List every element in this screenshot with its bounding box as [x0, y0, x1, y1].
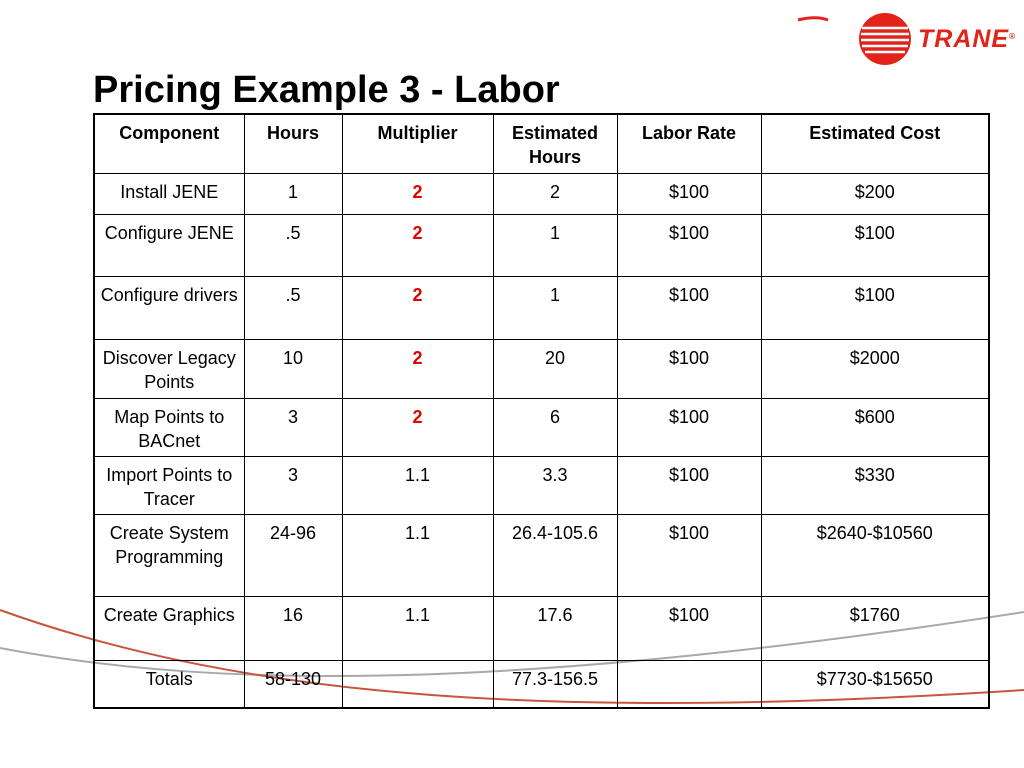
cell-labor-rate: $100 [617, 339, 761, 398]
cell-component: Configure drivers [94, 276, 244, 339]
table-row [94, 276, 989, 339]
cell-hours: .5 [244, 276, 342, 339]
header-estimated-hours: Estimated Hours [493, 114, 617, 173]
trane-logo-text: TRANE® [918, 25, 1017, 53]
table-row [94, 514, 989, 596]
cell-multiplier: 2 [342, 276, 493, 339]
cell-estimated-hours: 2 [493, 173, 617, 214]
cell-hours: 1 [244, 173, 342, 214]
cell-estimated-hours: 1 [493, 276, 617, 339]
cell-labor-rate: $100 [617, 398, 761, 456]
cell-multiplier: 1.1 [342, 514, 493, 596]
cell-hours: .5 [244, 214, 342, 276]
slide-title: Pricing Example 3 - Labor [93, 69, 560, 111]
top-red-arc [798, 18, 828, 20]
header-labor-rate: Labor Rate [617, 114, 761, 173]
cell-hours: 16 [244, 596, 342, 660]
cell-multiplier: 2 [342, 339, 493, 398]
cell-hours: 10 [244, 339, 342, 398]
cell-component: Discover Legacy Points [94, 339, 244, 398]
cell-multiplier: 2 [342, 214, 493, 276]
cell-totals-label: Totals [94, 660, 244, 708]
cell-multiplier: 2 [342, 173, 493, 214]
cell-total-estimated-hours: 77.3-156.5 [493, 660, 617, 708]
cell-component: Create Graphics [94, 596, 244, 660]
cell-labor-rate: $100 [617, 173, 761, 214]
cell-multiplier: 1.1 [342, 456, 493, 514]
cell-estimated-hours: 26.4-105.6 [493, 514, 617, 596]
cell-component: Create System Programming [94, 514, 244, 596]
table-header-row [94, 114, 989, 173]
cell-estimated-hours: 1 [493, 214, 617, 276]
cell-multiplier: 2 [342, 398, 493, 456]
cell-estimated-cost: $600 [761, 398, 989, 456]
trane-logo [858, 12, 1018, 68]
cell-estimated-cost: $2640-$10560 [761, 514, 989, 596]
cell-component: Import Points to Tracer [94, 456, 244, 514]
cell-component: Configure JENE [94, 214, 244, 276]
cell-total-multiplier [342, 660, 493, 708]
table-row [94, 398, 989, 456]
cell-labor-rate: $100 [617, 514, 761, 596]
header-hours: Hours [244, 114, 342, 173]
cell-hours: 3 [244, 398, 342, 456]
cell-labor-rate: $100 [617, 276, 761, 339]
trane-logo-mark-icon [858, 12, 912, 66]
cell-total-estimated-cost: $7730-$15650 [761, 660, 989, 708]
cell-estimated-cost: $330 [761, 456, 989, 514]
cell-component: Install JENE [94, 173, 244, 214]
cell-labor-rate: $100 [617, 456, 761, 514]
cell-estimated-cost: $2000 [761, 339, 989, 398]
cell-multiplier: 1.1 [342, 596, 493, 660]
cell-estimated-hours: 3.3 [493, 456, 617, 514]
cell-total-hours: 58-130 [244, 660, 342, 708]
cell-estimated-cost: $100 [761, 276, 989, 339]
cell-labor-rate: $100 [617, 596, 761, 660]
table-row [94, 214, 989, 276]
cell-estimated-cost: $100 [761, 214, 989, 276]
cell-estimated-cost: $200 [761, 173, 989, 214]
table-row [94, 339, 989, 398]
cell-total-labor-rate [617, 660, 761, 708]
table-row [94, 596, 989, 660]
header-multiplier: Multiplier [342, 114, 493, 173]
header-estimated-cost: Estimated Cost [761, 114, 989, 173]
cell-hours: 3 [244, 456, 342, 514]
cell-estimated-hours: 6 [493, 398, 617, 456]
table-totals-row [94, 660, 989, 708]
cell-estimated-hours: 17.6 [493, 596, 617, 660]
labor-pricing-table [93, 113, 990, 709]
table-row [94, 173, 989, 214]
cell-hours: 24-96 [244, 514, 342, 596]
cell-estimated-hours: 20 [493, 339, 617, 398]
cell-component: Map Points to BACnet [94, 398, 244, 456]
cell-estimated-cost: $1760 [761, 596, 989, 660]
cell-labor-rate: $100 [617, 214, 761, 276]
table-row [94, 456, 989, 514]
header-component: Component [94, 114, 244, 173]
